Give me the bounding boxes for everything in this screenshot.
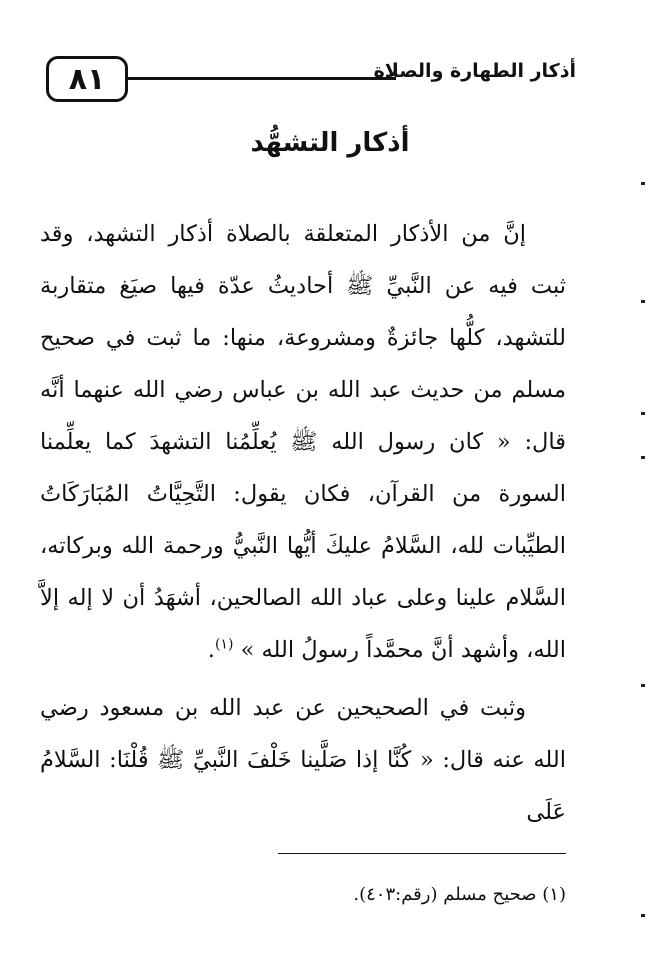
chapter-title: أذكار التشهُّد bbox=[250, 128, 410, 158]
header-rule bbox=[128, 77, 396, 80]
margin-mark bbox=[641, 914, 645, 917]
margin-mark bbox=[641, 684, 645, 687]
body-text bbox=[40, 208, 566, 838]
footnote-rule bbox=[278, 853, 566, 854]
page-header bbox=[46, 56, 576, 106]
paragraph: وثبت في الصحيحين عن عبد الله بن مسعود رضي الله عنه قال: « كُنَّا إذا صَلَّينا خَلْفَ النَّبيِّ ﷺ قُلْنَا: السَّلامُ عَلَى bbox=[40, 695, 566, 825]
margin-mark bbox=[641, 182, 645, 185]
paragraph: إنَّ من الأذكار المتعلقة بالصلاة أذكار التشهد، وقد ثبت فيه عن النَّبيِّ ﷺ أحاديثُ عدّة فيها صيَغ متقاربة للتشهد، كلُّها جائزةٌ ومشروعة، منها: ما ثبت في صحيح مسلم من حديث عبد الله بن عباس رضي الله عنهما أنَّه قال: « كان رسول الله ﷺ يُعلِّمُنا التشهدَ كما يعلِّمنا السورة من القرآن، فكان يقول: التَّحِيَّاتُ المُبَارَكَاتُ الطيِّبات لله، السَّلامُ عليكَ أيُّها النَّبيُّ ورحمة الله وبركاته، السَّلام علينا وعلى عباد الله الصالحين، أشهَدُ أن لا إله إلاَّ الله، وأشهد أنَّ محمَّداً رسولُ الله » $^{(١)}$. bbox=[40, 221, 566, 663]
margin-mark bbox=[641, 412, 645, 415]
footnote: (١) صحيح مسلم (رقم:٤٠٣). bbox=[353, 884, 566, 905]
footnote-reference: (١) bbox=[214, 636, 234, 653]
margin-mark bbox=[641, 456, 645, 459]
running-title: أذكار الطهارة والصلاة bbox=[373, 60, 576, 82]
paragraph-text: إنَّ من الأذكار المتعلقة بالصلاة أذكار التشهد، وقد ثبت فيه عن النَّبيِّ ﷺ أحاديثُ عدّة فيها صيَغ متقاربة للتشهد، كلُّها جائزةٌ ومشروعة، منها: ما ثبت في صحيح مسلم من حديث عبد الله بن عباس رضي الله عنهما أنَّه قال: « كان رسول الله ﷺ يُعلِّمُنا التشهدَ كما يعلِّمنا السورة من القرآن، فكان يقول: التَّحِيَّاتُ المُبَارَكَاتُ الطيِّبات لله، السَّلامُ عليكَ أيُّها النَّبيُّ ورحمة الله وبركاته، السَّلام علينا وعلى عباد الله الصالحين، أشهَدُ أن لا إله إلاَّ الله، وأشهد أنَّ محمَّداً رسولُ الله » bbox=[40, 221, 566, 663]
page-number: ٨١ bbox=[46, 56, 128, 102]
margin-mark bbox=[641, 300, 645, 303]
